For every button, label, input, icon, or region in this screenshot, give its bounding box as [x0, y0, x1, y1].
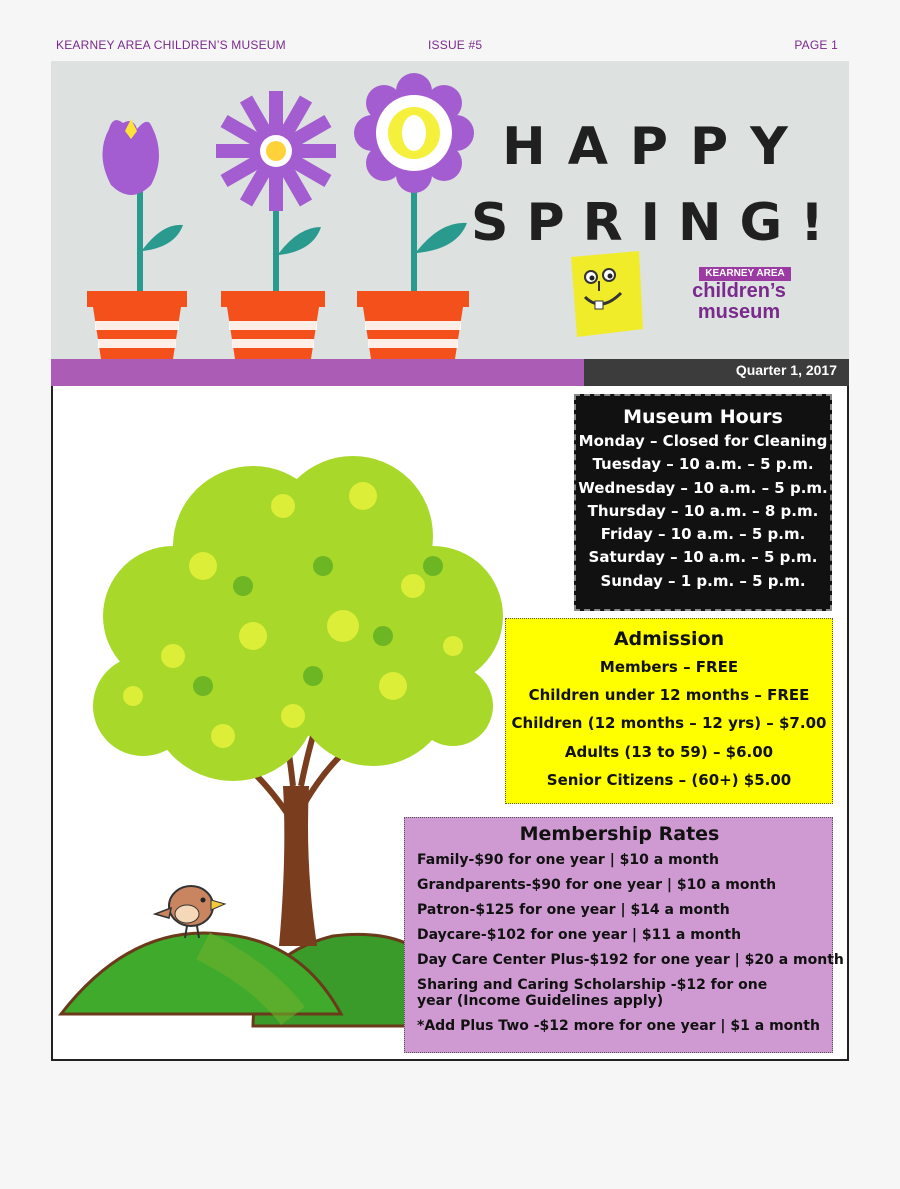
hours-row: Monday – Closed for Cleaning	[578, 432, 828, 450]
hours-row: Wednesday – 10 a.m. – 5 p.m.	[578, 478, 828, 497]
membership-row: Patron-$125 for one year | $14 a month	[417, 902, 730, 918]
membership-row: Grandparents-$90 for one year | $10 a month	[417, 877, 777, 893]
membership-row: Family-$90 for one year | $10 a month	[417, 852, 719, 868]
logo-line-childrens: children’s	[692, 280, 786, 302]
membership-row: *Add Plus Two -$12 more for one year | $1 a month	[417, 1018, 820, 1034]
hours-title: Museum Hours	[623, 406, 783, 428]
quarter-label: Quarter 1, 2017	[584, 359, 849, 386]
issue-number: ISSUE #5	[428, 38, 483, 52]
logo-wordmark	[689, 281, 789, 323]
hours-row: Saturday – 10 a.m. – 5 p.m.	[588, 548, 818, 567]
page-number: PAGE 1	[794, 38, 838, 52]
admission-row: Members – FREE	[599, 658, 739, 676]
admission-row: Adults (13 to 59) – $6.00	[564, 742, 774, 761]
membership-row: Daycare-$102 for one year | $11 a month	[417, 927, 742, 943]
purple-stripe	[51, 359, 584, 386]
logo-line-museum: museum	[697, 301, 781, 323]
admission-row: Children (12 months – 12 yrs) – $7.00	[511, 714, 827, 733]
running-header	[56, 38, 844, 56]
membership-row: Day Care Center Plus-$192 for one year | $20 a month	[417, 952, 844, 968]
admission-title: Admission	[613, 628, 725, 650]
headline-spring: SPRING!	[471, 193, 842, 253]
hours-row: Thursday – 10 a.m. – 8 p.m.	[587, 501, 819, 520]
headline-happy: HAPPY	[502, 117, 810, 177]
membership-row: Sharing and Caring Scholarship -$12 for one year (Income Guidelines apply)	[417, 977, 768, 1009]
membership-title: Membership Rates	[519, 823, 720, 845]
spring-banner	[51, 61, 849, 359]
admission-row: Children under 12 months – FREE	[528, 686, 810, 705]
museum-name: KEARNEY AREA CHILDREN’S MUSEUM	[56, 38, 286, 52]
hours-row: Tuesday – 10 a.m. – 5 p.m.	[592, 455, 814, 474]
admission-box	[505, 618, 833, 804]
hours-row: Friday – 10 a.m. – 5 p.m.	[600, 525, 806, 544]
membership-box	[404, 817, 844, 1053]
admission-row: Senior Citizens – (60+) $5.00	[546, 770, 792, 789]
museum-hours-box	[574, 394, 832, 611]
hours-row: Sunday – 1 p.m. – 5 p.m.	[600, 571, 806, 590]
logo-kearney-area: KEARNEY AREA	[699, 267, 791, 281]
